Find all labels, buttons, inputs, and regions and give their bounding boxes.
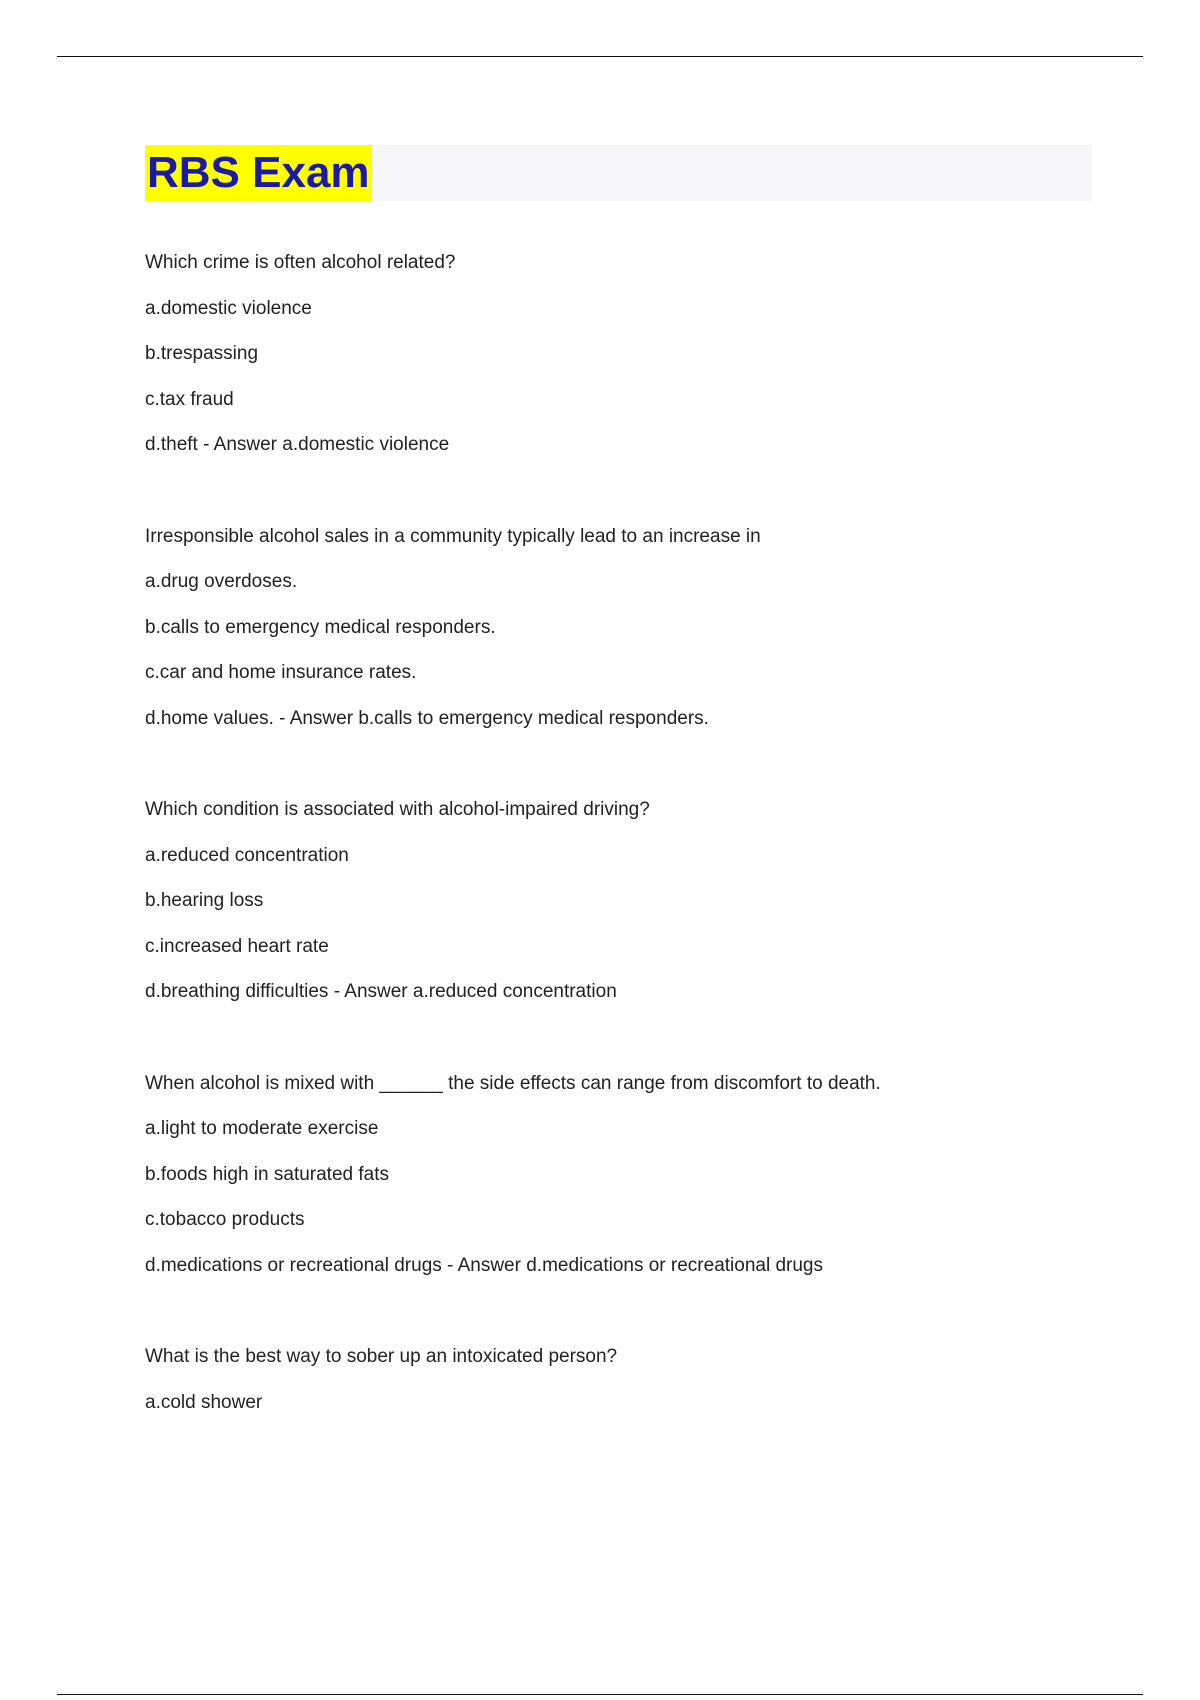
question-block	[145, 514, 1105, 742]
question-prompt: When alcohol is mixed with ______ the side effects can range from discomfort to death.	[145, 1072, 881, 1094]
answer-option: c.car and home insurance rates.	[145, 662, 417, 683]
question-block	[145, 1334, 1105, 1425]
answer-option: c.tobacco products	[145, 1209, 305, 1230]
answer-option-with-key: d.medications or recreational drugs - Answer d.medications or recreational drugs	[145, 1254, 823, 1276]
answer-option: a.light to moderate exercise	[145, 1118, 379, 1139]
answer-option: a.reduced concentration	[145, 844, 349, 866]
answer-option: a.cold shower	[145, 1391, 263, 1413]
question-prompt: Which crime is often alcohol related?	[145, 252, 456, 273]
question-prompt: What is the best way to sober up an intoxicated person?	[145, 1346, 618, 1367]
question-block	[145, 240, 1105, 468]
question-block	[145, 787, 1105, 1015]
answer-option: b.calls to emergency medical responders.	[145, 616, 496, 638]
answer-option: c.increased heart rate	[145, 935, 329, 957]
answer-option-with-key: d.breathing difficulties - Answer a.reduced concentration	[145, 981, 617, 1002]
answer-option-with-key: d.theft - Answer a.domestic violence	[145, 434, 450, 455]
answer-option: a.drug overdoses.	[145, 571, 298, 592]
question-prompt: Which condition is associated with alcohol-impaired driving?	[145, 799, 650, 820]
footer-rule	[57, 1694, 1143, 1695]
header-rule	[57, 56, 1143, 57]
answer-option: b.foods high in saturated fats	[145, 1163, 389, 1185]
page-title: RBS Exam	[145, 145, 372, 201]
document-body	[145, 240, 1105, 1471]
answer-option: b.hearing loss	[145, 890, 264, 911]
answer-option: c.tax fraud	[145, 388, 234, 410]
question-block	[145, 1061, 1105, 1289]
question-prompt: Irresponsible alcohol sales in a community typically lead to an increase in	[145, 525, 761, 547]
answer-option: a.domestic violence	[145, 297, 312, 319]
answer-option-with-key: d.home values. - Answer b.calls to emergency medical responders.	[145, 707, 709, 729]
answer-option: b.trespassing	[145, 343, 259, 364]
